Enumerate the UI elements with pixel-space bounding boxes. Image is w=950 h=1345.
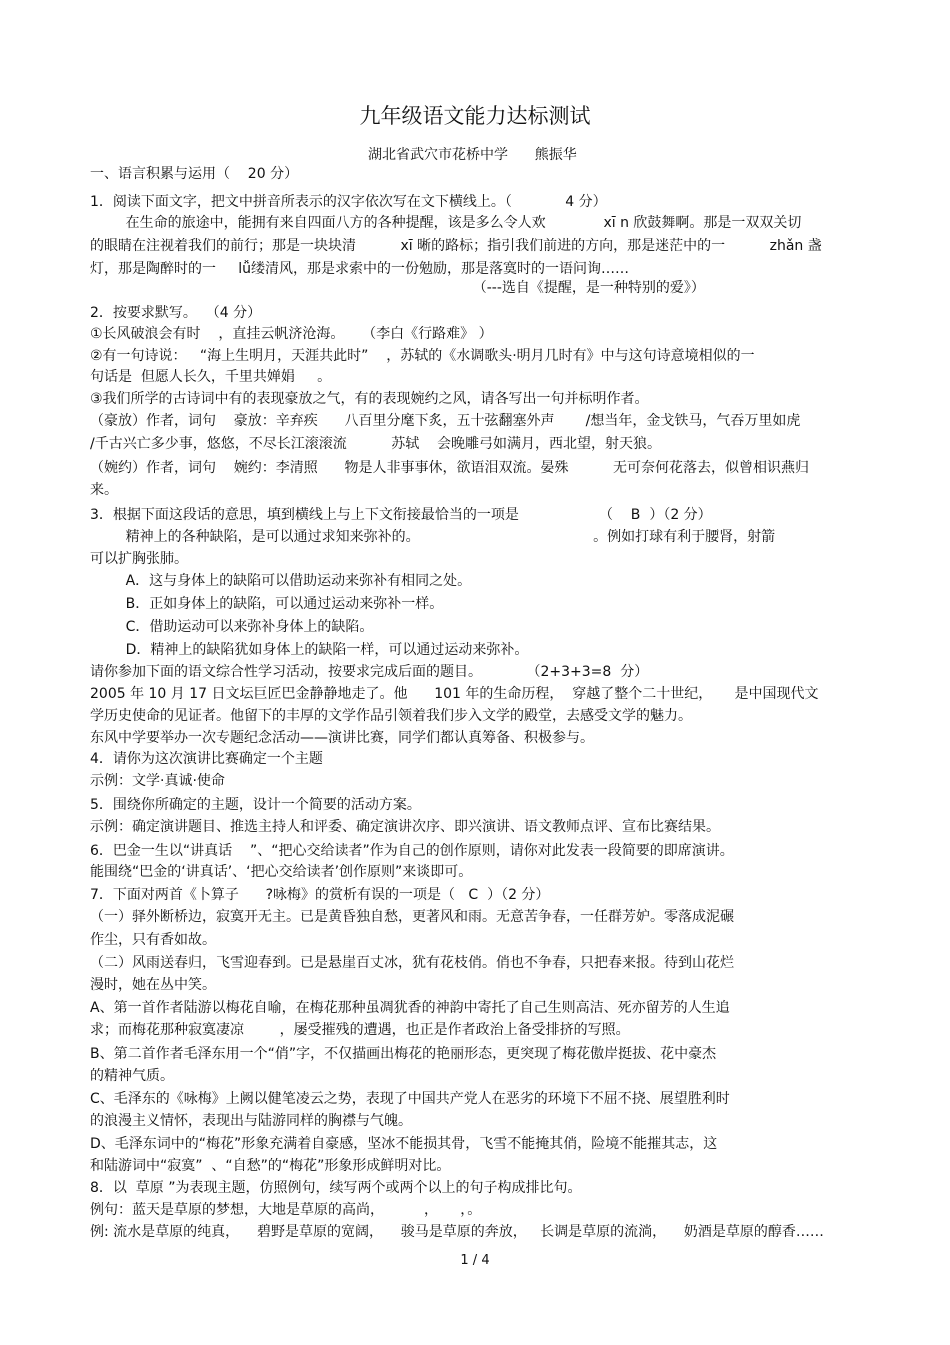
text-line: （一）驿外断桥边，寂寞开无主。已是黄昏独自愁，更著风和雨。无意苦争春，一任群芳妒。零落成泥碾 <box>90 909 734 925</box>
text-line: 作尘，只有香如故。 <box>90 932 216 948</box>
text-line: 2005 年 10 月 17 日文坛巨匠巴金静静地走了。他 101 年的生命历程， 穿越了整个二十世纪， 是中国现代文 <box>90 686 819 702</box>
text-line: 请你参加下面的语文综合性学习活动，按要求完成后面的题目。 （2+3+3=8 分） <box>90 664 649 680</box>
text-line: 3．根据下面这段话的意思，填到横线上与上下文衔接最恰当的一项是 （ B ）（2 分） <box>90 507 712 523</box>
text-line: ③我们所学的古诗词中有的表现豪放之气，有的表现婉约之风，请各写出一句并标明作者。 <box>90 391 649 407</box>
text-line: D、毛泽东词中的“梅花”形象充满着自豪感，坚冰不能损其骨，飞雪不能掩其俏，险境不能摧其志，这 <box>90 1136 718 1152</box>
text-line: 能围绕“巴金的‘讲真话’、‘把心交给读者’创作原则”来谈即可。 <box>90 864 473 880</box>
text-line: B．正如身体上的缺陷，可以通过运动来弥补一样。 <box>90 596 444 612</box>
page-number: 1 / 4 <box>460 1253 490 1268</box>
text-line: 1．阅读下面文字，把文中拼音所表示的汉字依次写在文下横线上。（ 4 分） <box>90 194 607 210</box>
text-line: 6．巴金一生以“讲真话 ”、“把心交给读者”作为自己的创作原则，请你对此发表一段简要的即席演讲。 <box>90 843 734 859</box>
text-line: 的眼睛在注视着我们的前行；那是一块块清 xī 晰的路标；指引我们前进的方向，那是迷茫中的一 zhǎn 盏 <box>90 238 822 254</box>
text-line: 一、语言积累与运用（ 20 分） <box>90 166 299 182</box>
text-line: 句话是 但愿人长久，千里共婵娟 。 <box>90 369 332 385</box>
text-line: 示例：文学·真诚·使命 <box>90 773 225 789</box>
text-line: 东风中学要举办一次专题纪念活动——演讲比赛，同学们都认真筹备、积极参与。 <box>90 730 594 746</box>
text-line: 灯，那是陶醉时的一 lǚ缕清风，那是求索中的一份勉励，那是落寞时的一语问询…… <box>90 261 630 277</box>
text-line: 的浪漫主义情怀，表现出与陆游同样的胸襟与气魄。 <box>90 1113 412 1129</box>
text-line: C、毛泽东的《咏梅》上阙以健笔凌云之势，表现了中国共产党人在恶劣的环境下不屈不挠、展望胜利时 <box>90 1091 730 1107</box>
text-line: 求；而梅花那种寂寞凄凉 ，屡受摧残的遭遇，也正是作者政治上备受排挤的写照。 <box>90 1022 630 1038</box>
text-line: （豪放）作者，词句 豪放：辛弃疾 八百里分麾下炙，五十弦翻塞外声 /想当年，金戈铁马，气吞万里如虎 <box>90 413 801 429</box>
text-line: A．这与身体上的缺陷可以借助运动来弥补有相同之处。 <box>90 573 472 589</box>
text-line: 示例：确定演讲题目、推选主持人和评委、确定演讲次序、即兴演讲、语文教师点评、宣布比赛结果。 <box>90 819 720 835</box>
text-line: 精神上的各种缺陷，是可以通过求知来弥补的。 。例如打球有利于腰肾，射箭 <box>90 529 776 545</box>
text-line: 可以扩胸张肺。 <box>90 551 188 567</box>
text-line: ②有一句诗说： “海上生明月，天涯共此时” ，苏轼的《水调歌头·明月几时有》中与这句诗意境相似的一 <box>90 348 755 364</box>
text-line: A、第一首作者陆游以梅花自喻，在梅花那种虽凋犹香的神韵中寄托了自己生则高洁、死亦留芳的人生追 <box>90 1000 730 1016</box>
text-line: 5．围绕你所确定的主题，设计一个简要的活动方案。 <box>90 797 421 813</box>
text-line: 7．下面对两首《卜算子 ?咏梅》的赏析有误的一项是（ C ）（2 分） <box>90 887 550 903</box>
text-line: （二）风雨送春归，飞雪迎春到。已是悬崖百丈冰，犹有花枝俏。俏也不争春，只把春来报。待到山花烂 <box>90 955 734 971</box>
text-line: 的精神气质。 <box>90 1068 174 1084</box>
text-line: 4．请你为这次演讲比赛确定一个主题 <box>90 751 323 767</box>
text-line: 漫时，她在丛中笑。 <box>90 977 216 993</box>
text-line: /千古兴亡多少事，悠悠，不尽长江滚滚流 苏轼 会晚雕弓如满月，西北望，射天狼。 <box>90 436 662 452</box>
text-line: （---选自《提醒，是一种特别的爱》） <box>90 280 705 296</box>
document-title: 九年级语文能力达标测试 <box>359 104 591 128</box>
text-line: 在生命的旅途中，能拥有来自四面八方的各种提醒，该是多么令人欢 xī n 欣鼓舞啊。那是一双双关切 <box>90 215 802 231</box>
text-line: （婉约）作者，词句 婉约：李清照 物是人非事事休，欲语泪双流。晏殊 无可奈何花落去，似曾相识燕归 <box>90 460 810 476</box>
text-line: 例句：蓝天是草原的梦想，大地是草原的高尚， ， ，。 <box>90 1202 482 1218</box>
author-line: 湖北省武穴市花桥中学 熊振华 <box>368 147 577 163</box>
text-line: 和陆游词中“寂寞” 、“自愁”的“梅花”形象形成鲜明对比。 <box>90 1158 451 1174</box>
text-line: ①长风破浪会有时 ，直挂云帆济沧海。 （李白《行路难》 ） <box>90 326 493 342</box>
text-line: D．精神上的缺陷犹如身体上的缺陷一样，可以通过运动来弥补。 <box>90 642 529 658</box>
text-line: 来。 <box>90 482 118 498</box>
text-line: 学历史使命的见证者。他留下的丰厚的文学作品引领着我们步入文学的殿堂，去感受文学的魅力。 <box>90 708 692 724</box>
text-line: 2．按要求默写。 （4 分） <box>90 305 262 321</box>
text-line: 例: 流水是草原的纯真， 碧野是草原的宽阔， 骏马是草原的奔放， 长调是草原的流淌， 奶酒是草原的醇香…… <box>90 1224 824 1240</box>
text-line: C．借助运动可以来弥补身体上的缺陷。 <box>90 619 374 635</box>
text-line: B、第二首作者毛泽东用一个“俏”字，不仅描画出梅花的艳丽形态，更突现了梅花傲岸挺拔、花中豪杰 <box>90 1046 717 1062</box>
text-line: 8．以 草原 ”为表现主题，仿照例句，续写两个或两个以上的句子构成排比句。 <box>90 1180 582 1196</box>
